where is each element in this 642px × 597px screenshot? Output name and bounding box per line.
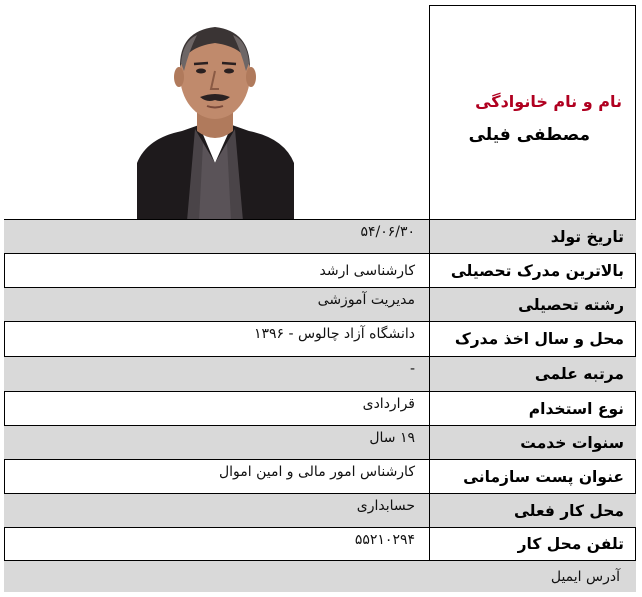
profile-photo <box>137 13 294 221</box>
row-work-phone <box>4 527 636 560</box>
job-title-label: عنوان پست سازمانی <box>463 467 624 486</box>
academic-rank-value: - <box>409 361 415 377</box>
degree-place-year-value: دانشگاه آزاد چالوس - ۱۳۹۶ <box>253 326 415 342</box>
highest-degree-label: بالاترین مدرک تحصیلی <box>450 261 624 280</box>
employment-type-label: نوع استخدام <box>528 399 624 418</box>
years-of-service-value: ۱۹ سال <box>369 430 415 446</box>
row-highest-degree <box>4 253 636 287</box>
row-employment-type <box>4 391 636 425</box>
field-of-study-label: رشته تحصیلی <box>518 295 624 314</box>
work-phone-label: تلفن محل کار <box>517 535 624 553</box>
row-job-title <box>4 459 636 493</box>
field-of-study-value: مدیریت آموزشی <box>317 292 415 308</box>
full-name-value: مصطفی فیلی <box>468 125 590 145</box>
years-of-service-label: سنوات خدمت <box>520 433 624 452</box>
job-title-value: کارشناس امور مالی و امین اموال <box>218 464 415 480</box>
email-label: آدرس ایمیل <box>550 568 620 585</box>
name-cell <box>430 5 636 219</box>
birth-date-label: تاریخ تولد <box>550 227 624 246</box>
photo-cell <box>4 5 429 219</box>
academic-rank-label: مرتبه علمی <box>534 365 624 383</box>
row-email <box>4 560 636 592</box>
row-years-of-service <box>4 425 636 459</box>
column-divider <box>429 5 430 560</box>
row-field-of-study <box>4 287 636 321</box>
current-workplace-value: حسابداری <box>356 498 415 514</box>
work-phone-value: ۵۵۲۱۰۲۹۴ <box>354 532 415 548</box>
row-academic-rank <box>4 356 636 391</box>
row-degree-place-year <box>4 321 636 356</box>
row-current-workplace <box>4 493 636 527</box>
birth-date-value: ۵۴/۰۶/۳۰ <box>360 224 415 240</box>
full-name-label: نام و نام خانوادگی <box>475 92 622 111</box>
employment-type-value: قراردادی <box>362 396 415 412</box>
degree-place-year-label: محل و سال اخذ مدرک <box>454 330 624 348</box>
row-birth-date <box>4 219 636 253</box>
highest-degree-value: کارشناسی ارشد <box>319 262 415 279</box>
current-workplace-label: محل کار فعلی <box>513 501 624 520</box>
